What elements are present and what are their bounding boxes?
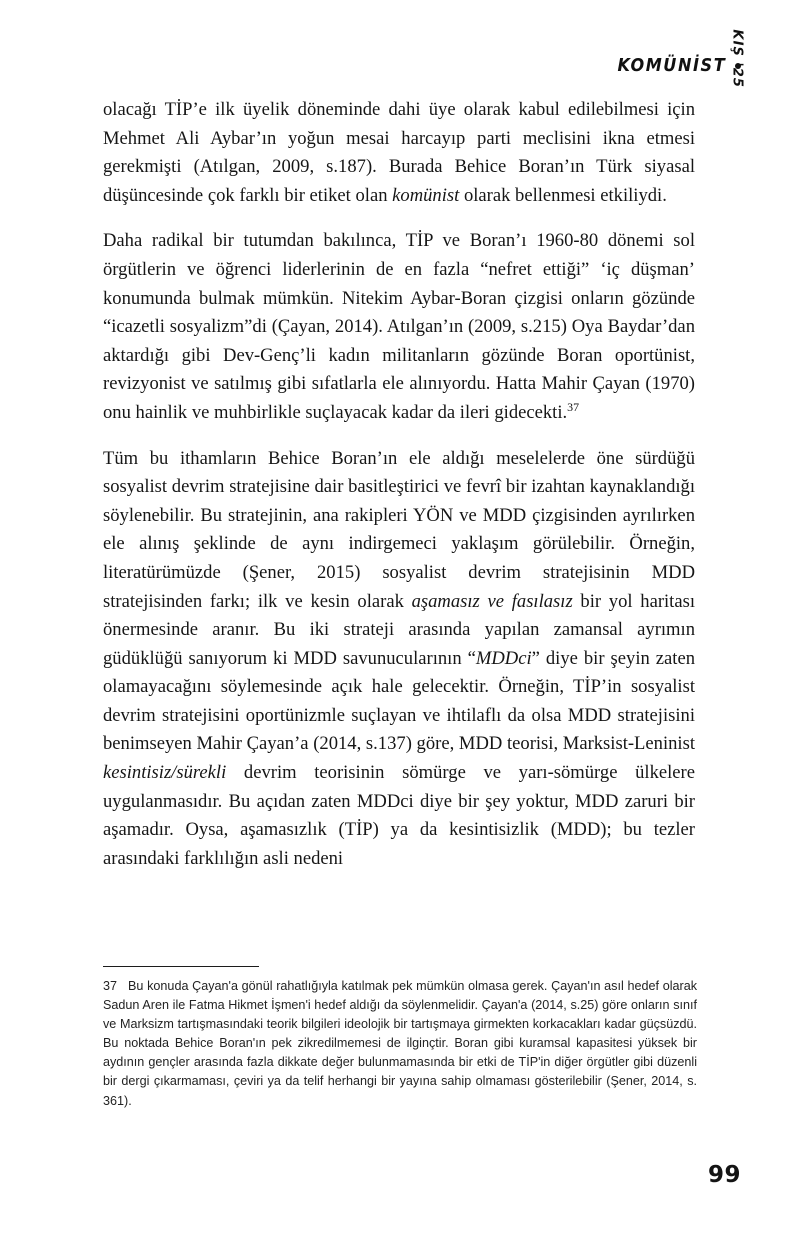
emphasis-text: MDDci: [475, 647, 532, 669]
page-number: 99: [707, 1162, 741, 1188]
footnote-separator-rule: [103, 966, 259, 967]
issue-label: KIŞ '25: [730, 29, 745, 88]
text-column: [103, 96, 695, 873]
footnote-body: Bu konuda Çayan'a gönül rahatlığıyla katılmak pek mümkün olmasa gerek. Çayan'ın asıl hedef olarak Sadun Aren ile Fatma Hikmet İşmen'i hedef aldığı da söylenmelidir. Çayan'a (2014, s.25) göre onların sınıf ve Marksizm tartışmasındaki teorik bilgileri ideolojik bir tartışmaya girmekten korkacakları kadar güçsüzdü. Bu noktada Behice Boran'ın pek zikredilmemesi de ilginçtir. Boran gibi kuramsal kapasitesi yüksek bir aydının gençler arasında fazla dikkate değer bulunmamasında bir etki de TİP'in diğer örgütler gibi düzenli bir dergi çıkarmaması, çeviri ya da telif herhangi bir yayına sahip olmaması gösterilebilir (Şener, 2014, s. 361).: [103, 979, 697, 1108]
emphasis-text: kesintisiz/sürekli: [103, 762, 227, 784]
footnote-text: [103, 977, 697, 1111]
footnote-block: [103, 966, 697, 1111]
body-paragraph: Tüm bu ithamların Behice Boran’ın ele aldığı meselelerde öne sürdüğü sosyalist devrim stratejisine dair basitleştirici ve fevrî bir izahtan kaynaklandığı söylenebilir. Bu stratejinin, ana rakipleri YÖN ve MDD çizgisinden ayrılırken ele alınış şeklinde de aynı indirgemeci yaklaşım görülebilir. Örneğin, literatürümüzde (Şener, 2015) sosyalist devrim stratejisinin MDD stratejisinden farkı; ilk ve kesin olarak aşamasız ve fasılasız bir yol haritası önermesinde aranır. Bu iki strateji arasında yapılan zamansal ayrımın güdüklüğü sanıyorum ki MDD savunucularının “MDDci” diye bir şeyin zaten olamayacağını söylemesinde açık hale gelecektir. Örneğin, TİP’in sosyalist devrim stratejisini oportünizmle suçlayan ve ihtilaflı da olsa MDD stratejisini benimseyen Mahir Çayan’a (2014, s.137) göre, MDD teorisi, Marksist-Leninist kesintisiz/sürekli devrim teorisinin sömürge ve yarı-sömürge ülkelere uygulanmasıdır. Bu açıdan zaten MDDci diye bir şey yoktur, MDD zaruri bir aşamadır. Oysa, aşamasızlık (TİP) ya da kesintisizlik (MDD); bu tezler arasındaki farklılığın asli nedeni: [103, 447, 695, 869]
body-paragraph: Daha radikal bir tutumdan bakılınca, TİP ve Boran’ı 1960-80 dönemi sol örgütlerin ve öğrenci liderlerinin de en fazla “nefret ettiği” ‘iç düşman’ konumunda bulmak mümkün. Nitekim Aybar-Boran çizgisi onların gözünde “icazetli sosyalizm”di (Çayan, 2014). Atılgan’ın (2009, s.215) Oya Baydar’dan aktardığı gibi Dev-Genç’li kadın militanların gözünde Boran oportünist, revizyonist ve satılmış gibi sıfatlarla ele alınıyordu. Hatta Mahir Çayan (1970) onu hainlik ve muhbirlikle suçlayacak kadar da ileri gidecekti.$^{37}$: [103, 230, 695, 423]
emphasis-text: komünist: [392, 184, 460, 206]
running-head: [608, 56, 741, 76]
footnote-number: 37: [103, 979, 118, 993]
body-paragraph: olacağı TİP’e ilk üyelik döneminde dahi üye olarak kabul edilebilmesi için Mehmet Ali Aybar’ın yoğun mesai harcayıp parti meclisini ikna etmesi gerekmişti (Atılgan, 2009, s.187). Burada Behice Boran’ın Türk siyasal düşüncesinde çok farklı bir etiket olan komünist olarak bellenmesi etkiliydi.: [103, 99, 695, 206]
emphasis-text: aşamasız ve fasılasız: [411, 590, 573, 612]
footnote-reference[interactable]: 37: [567, 399, 580, 414]
journal-title: KOMÜNİST: [617, 56, 726, 76]
